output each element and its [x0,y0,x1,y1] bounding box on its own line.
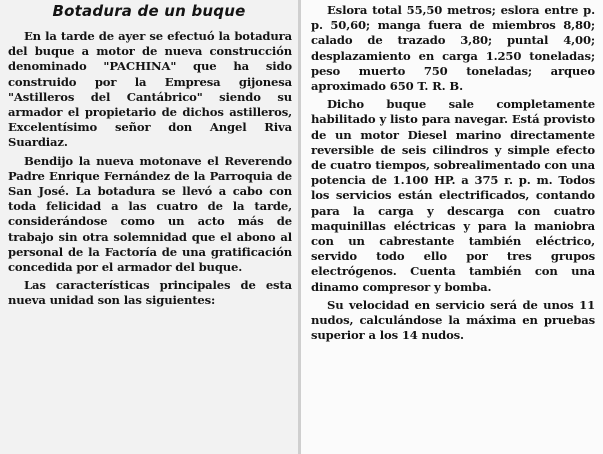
left-column [0,0,298,454]
paragraph-dimensions: Eslora total 55,50 metros; eslora entre p. p. 50,60; manga fuera de miembros 8,80; calado de trazado 3,80; puntal 4,00; desplazamiento en carga 1.250 toneladas; peso muerto 750 toneladas; arqueo aproximado 650 T. R. B. [311,3,595,94]
paragraph-equipment: Dicho buque sale completamente habilitado y listo para navegar. Está provisto de un motor Diesel marino directamente reversible de seis cilindros y simple efecto de cuatro tiempos, sobrealimentado con una potencia de 1.100 HP. a 375 r. p. m. Todos los servicios están electrificados, contando para la carga y descarga con cuatro maquinillas eléctricas y para la maniobra con un cabrestante también eléctrico, servido todo ello por tres grupos electrógenos. Cuenta también con una dinamo compresor y bomba. [311,97,595,294]
paragraph-speed: Su velocidad en servicio será de unos 11 nudos, calculándose la máxima en pruebas superior a los 14 nudos. [311,297,595,343]
paragraph-launch: En la tarde de ayer se efectuó la botadura del buque a motor de nueva construcción denominado "PACHINA" que ha sido construido por la Empresa gijonesa "Astilleros del Cantábrico" siendo su armador el propietario de dichos astilleros, Excelentísimo señor don Angel Riva Suardiaz. [8,29,292,150]
paragraph-blessing: Bendijo la nueva motonave el Reverendo Padre Enrique Fernández de la Parroquia de San José. La botadura se llevó a cabo con toda felicidad a las cuatro de la tarde, considerándose como un acto más de trabajo sin otra solemnidad que el abono al personal de la Factoría de una gratificación concedida por el armador del buque. [8,153,292,275]
paragraph-characteristics-intro: Las características principales de esta nueva unidad son las siguientes: [8,278,292,308]
article-headline: Botadura de un buque [52,2,246,20]
right-column [301,0,603,454]
